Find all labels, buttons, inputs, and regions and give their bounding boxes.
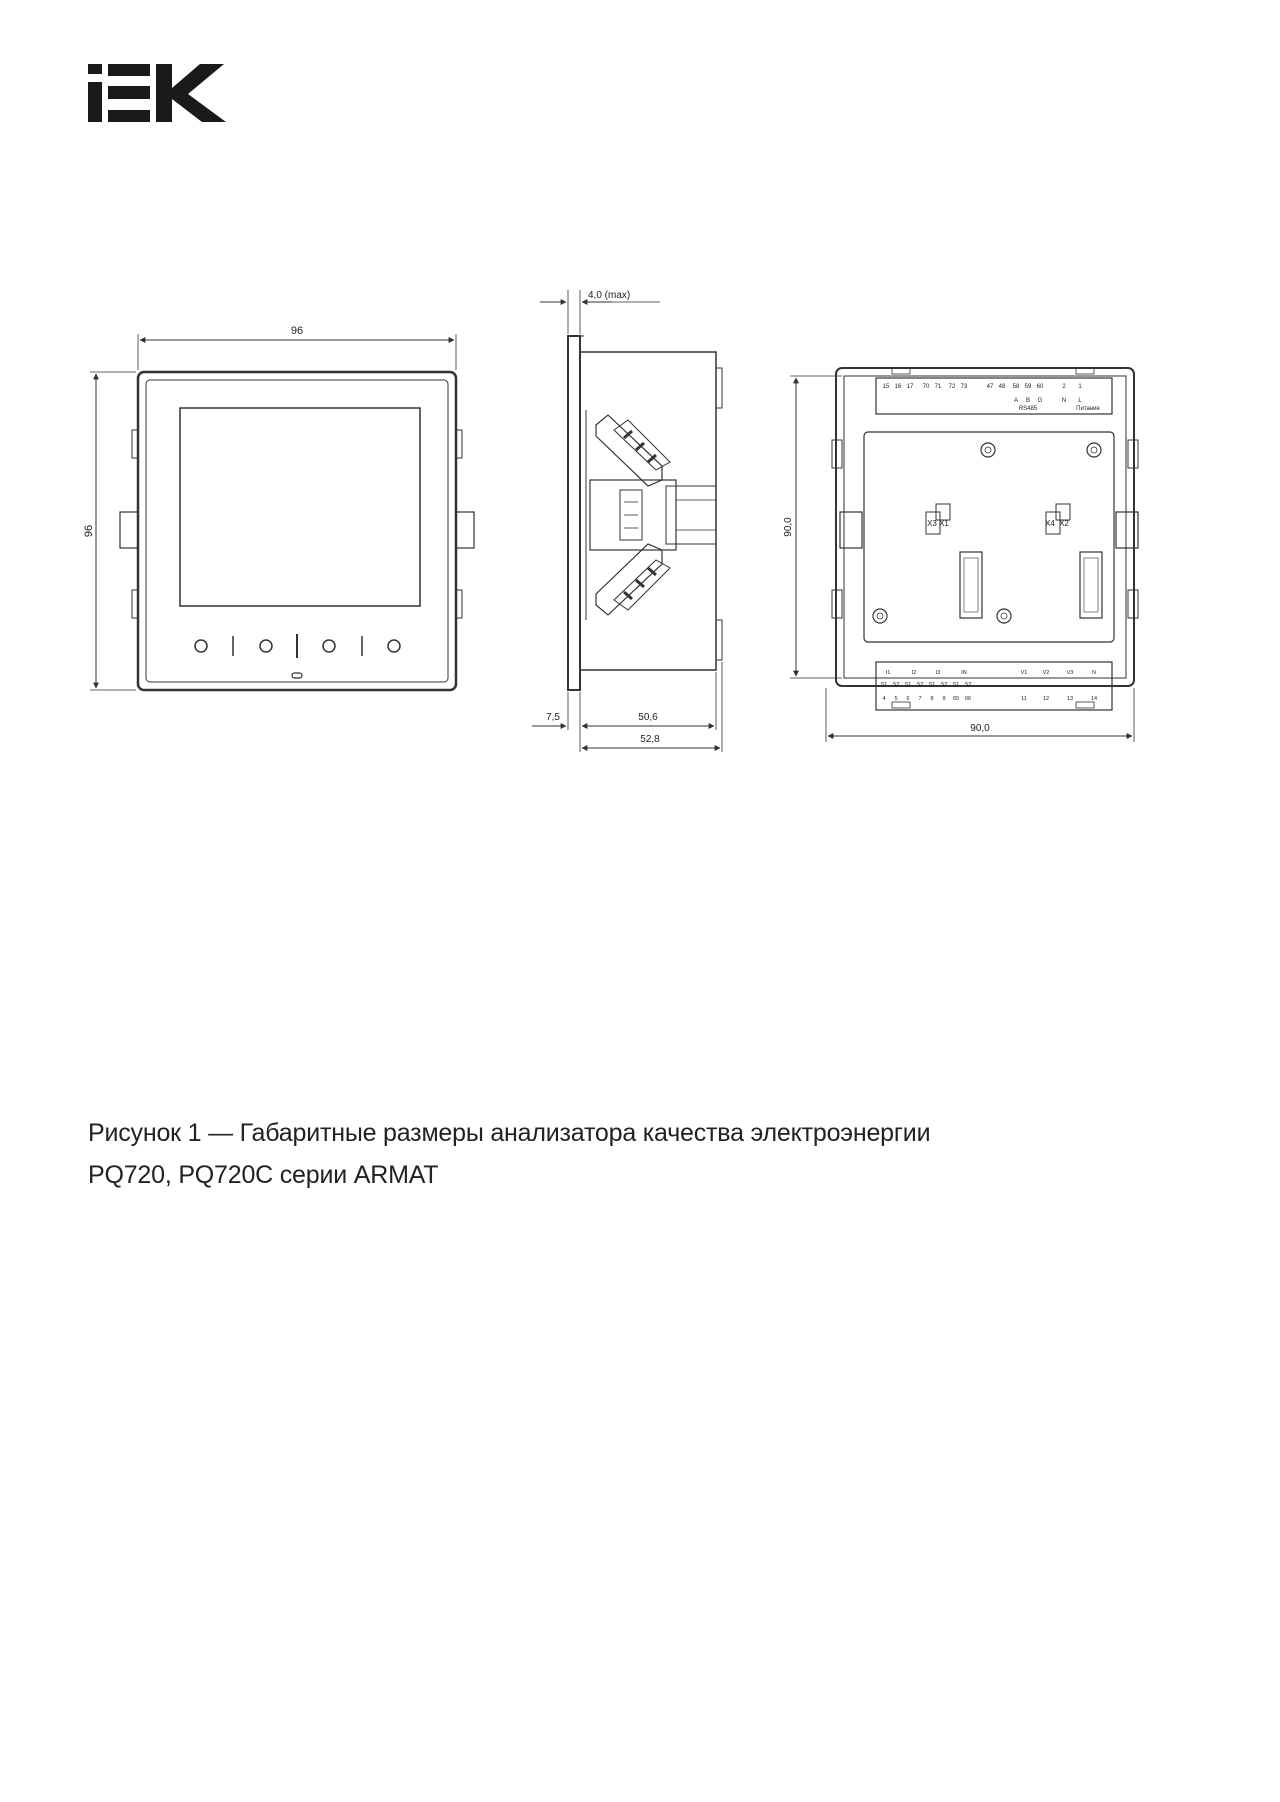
bottom-terminal-letter: S1 bbox=[928, 682, 936, 688]
figure-caption-line-2: PQ720, PQ720C серии ARMAT bbox=[88, 1161, 439, 1189]
total-depth-label: 52,8 bbox=[640, 734, 660, 745]
rear-height-label: 90,0 bbox=[783, 517, 794, 537]
top-terminal-number: 16 bbox=[894, 384, 902, 390]
connector-label: X4 bbox=[1045, 519, 1055, 528]
bottom-terminal-number: 6 bbox=[906, 696, 910, 702]
top-terminal-number: 17 bbox=[906, 384, 914, 390]
rs485-label: RS485 bbox=[1018, 406, 1038, 412]
dimension-drawing bbox=[80, 290, 1180, 770]
bottom-terminal-number: 66 bbox=[964, 696, 972, 702]
connector-label: X3 bbox=[927, 519, 937, 528]
power-label: Питание bbox=[1076, 406, 1100, 412]
bottom-terminal-letter: S1 bbox=[952, 682, 960, 688]
voltage-label: V3 bbox=[1066, 670, 1074, 676]
top-terminal-number: 73 bbox=[960, 384, 968, 390]
top-terminal-letter: L bbox=[1078, 398, 1082, 404]
bottom-terminal-number: 4 bbox=[882, 696, 886, 702]
front-height-label: 96 bbox=[83, 524, 95, 538]
top-terminal-number: 71 bbox=[934, 384, 942, 390]
bottom-terminal-number: 5 bbox=[894, 696, 898, 702]
front-depth-label: 7,5 bbox=[546, 712, 560, 723]
top-terminal-letter: A bbox=[1013, 398, 1019, 404]
bottom-terminal-number: 14 bbox=[1090, 696, 1098, 702]
bottom-terminal-number: 9 bbox=[942, 696, 946, 702]
rear-width-label: 90,0 bbox=[970, 723, 990, 734]
current-label: I2 bbox=[911, 670, 917, 676]
top-terminal-number: 72 bbox=[948, 384, 956, 390]
voltage-label: V1 bbox=[1020, 670, 1028, 676]
bottom-terminal-number: 13 bbox=[1066, 696, 1074, 702]
front-width-label: 96 bbox=[290, 325, 304, 337]
top-terminal-letter: N bbox=[1061, 398, 1067, 404]
figure-caption-line-1: Рисунок 1 — Габаритные размеры анализатора качества электроэнергии bbox=[88, 1119, 931, 1147]
current-label: I1 bbox=[885, 670, 891, 676]
top-terminal-number: 60 bbox=[1036, 384, 1044, 390]
top-terminal-number: 15 bbox=[882, 384, 890, 390]
current-label: I3 bbox=[935, 670, 941, 676]
bottom-terminal-letter: S2 bbox=[964, 682, 972, 688]
voltage-label: N bbox=[1092, 670, 1096, 676]
top-terminal-number: 48 bbox=[998, 384, 1006, 390]
bottom-terminal-letter: S1 bbox=[880, 682, 888, 688]
top-terminal-number: 1 bbox=[1078, 384, 1082, 390]
connector-label: X2 bbox=[1059, 519, 1069, 528]
body-depth-label: 50,6 bbox=[638, 712, 658, 723]
top-terminal-number: 58 bbox=[1012, 384, 1020, 390]
flange-label: 4,0 (max) bbox=[588, 290, 631, 301]
bottom-terminal-letter: S2 bbox=[892, 682, 900, 688]
voltage-label: V2 bbox=[1042, 670, 1050, 676]
top-terminal-number: 70 bbox=[922, 384, 930, 390]
top-terminal-number: 59 bbox=[1024, 384, 1032, 390]
bottom-terminal-number: 8 bbox=[930, 696, 934, 702]
bottom-terminal-number: 65 bbox=[952, 696, 960, 702]
side-view bbox=[532, 290, 722, 752]
bottom-terminal-number: 7 bbox=[918, 696, 922, 702]
iek-logo bbox=[88, 64, 230, 122]
current-label: IN bbox=[961, 670, 967, 676]
top-terminal-letter: B bbox=[1025, 398, 1031, 404]
connector-label: X1 bbox=[939, 519, 949, 528]
bottom-terminal-letter: S2 bbox=[916, 682, 924, 688]
top-terminal-number: 2 bbox=[1062, 384, 1066, 390]
front-view bbox=[90, 334, 474, 690]
bottom-terminal-number: 11 bbox=[1021, 696, 1027, 702]
bottom-terminal-letter: S1 bbox=[904, 682, 912, 688]
top-terminal-number: 47 bbox=[986, 384, 994, 390]
top-terminal-letter: G bbox=[1037, 398, 1043, 404]
bottom-terminal-letter: S2 bbox=[940, 682, 948, 688]
bottom-terminal-number: 12 bbox=[1042, 696, 1050, 702]
